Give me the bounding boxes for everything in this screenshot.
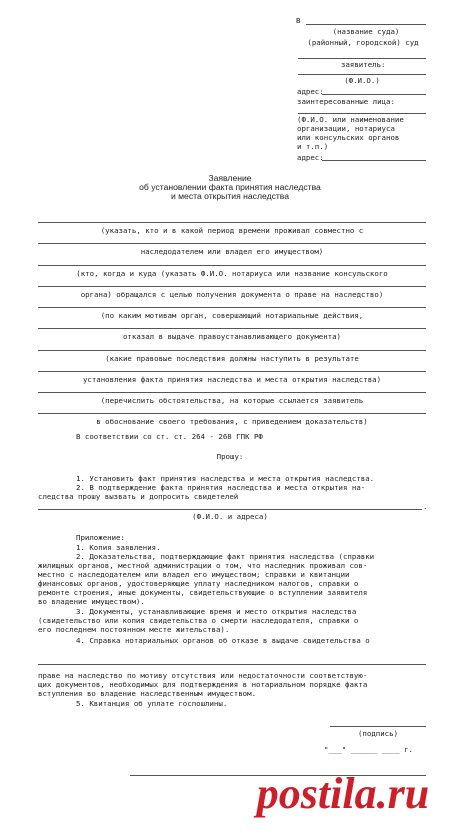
- document-title: Заявление: [208, 173, 252, 183]
- attachment-line: 5. Квитанция об уплате госпошлины.: [76, 699, 228, 708]
- attachment-line: вступления во владение наследственным имуществом.: [38, 689, 257, 698]
- hint-6: отказал в выдаче правоустанавливающего документа): [122, 332, 342, 341]
- attachment-line: щих документов, необходимых для подтверждения в нотариальном порядке факта: [38, 680, 368, 689]
- attachment-line: 1. Копия заявления.: [76, 543, 161, 552]
- court-name-line: [306, 24, 426, 25]
- attachment-line: 2. Доказательства, подтверждающие факт принятия наследства (справки: [76, 552, 375, 561]
- hint-1: (указать, кто и в какой период времени проживал совместно с: [100, 226, 364, 235]
- hint-9: (перечислить обстоятельства, на которые ссылается заявитель: [100, 396, 364, 405]
- witness-line-period: .: [423, 502, 428, 511]
- blank-line: [38, 350, 426, 351]
- org-caption-2: организации, нотариуса: [297, 124, 395, 133]
- blank-line: [38, 413, 426, 414]
- legal-basis: В соответствии со ст. ст. 264 - 268 ГПК РФ: [76, 432, 263, 441]
- request-heading: Прошу:: [216, 452, 244, 461]
- org-caption-3: или консульских органов: [297, 133, 400, 142]
- blank-line: [38, 392, 426, 393]
- hint-8: установления факта принятия наследства и места открытия наследства): [82, 375, 382, 384]
- applicant-line: [298, 74, 426, 75]
- prefix-v: В: [296, 16, 301, 25]
- attachment-line: жилищных органов, местной администрации о том, что наследник проживал сов-: [38, 561, 368, 570]
- attachments-heading: Приложение:: [76, 533, 125, 542]
- interested-line: [298, 113, 426, 114]
- blank-line: [298, 58, 426, 59]
- blank-line: [38, 328, 426, 329]
- signature-line: [330, 726, 426, 727]
- blank-line: [38, 222, 426, 223]
- attachment-line: его последнем постоянном месте жительства).: [38, 625, 230, 634]
- court-type-caption: (районный, городской) суд: [307, 38, 419, 47]
- interested-label: заинтересованные лица:: [297, 97, 395, 106]
- attachment-line: местно с наследодателем или владел его имуществом; справки и квитанции: [38, 570, 350, 579]
- interested-address-label: адрес:: [297, 153, 324, 162]
- postila-logo[interactable]: [232, 768, 454, 818]
- blank-line: [38, 243, 426, 244]
- hint-3: (кто, когда и куда (указать Ф.И.О. нотариуса или название консульского: [76, 269, 388, 278]
- applicant-label: заявитель:: [341, 60, 386, 69]
- signature-caption: (подпись): [357, 729, 399, 738]
- witness-line: [38, 509, 422, 510]
- org-caption-1: (Ф.И.О. или наименование: [297, 115, 404, 124]
- blank-line: [38, 286, 426, 287]
- org-caption-4: и т.п.): [297, 142, 329, 151]
- attachment-line: ремонте строения, иные документы, свидетельствующие о вступлении заявителя: [38, 588, 368, 597]
- blank-line: [38, 664, 426, 665]
- fio-caption: (Ф.И.О.): [344, 76, 380, 85]
- request-item-2a: 2. В подтверждение факта принятия наследства и места открытия на-: [76, 483, 366, 492]
- attachment-line: праве на наследство по мотиву отсутствия или недостаточности соответствую-: [38, 671, 368, 680]
- attachment-line: финансовых органов, удостоверяющие уплату наследником налогов, справки о: [38, 579, 359, 588]
- hint-2: наследодателем или владел его имуществом): [140, 247, 324, 256]
- hint-4: органа) обращался с целью получения документа о праве на наследство): [80, 290, 384, 299]
- request-item-1: 1. Установить факт принятия наследства и места открытия наследства.: [76, 474, 375, 483]
- blank-line: [38, 307, 426, 308]
- svg-text:postila.ru: postila.ru: [256, 769, 430, 818]
- hint-10: в обоснование своего требования, с приведением доказательств): [96, 417, 368, 426]
- request-item-2b: следства прошу вызвать и допросить свидетелей: [38, 492, 239, 501]
- hint-7: (какие правовые последствия должны наступить в результате: [105, 354, 359, 363]
- date-line: "___" ______ ____ г.: [324, 745, 413, 754]
- attachment-line: во владение имуществом).: [38, 597, 145, 606]
- applicant-address-line: [322, 94, 426, 95]
- attachment-line: (свидетельство или копия свидетельства о смерти наследодателя, справки о: [38, 616, 359, 625]
- blank-line: [38, 371, 426, 372]
- attachment-line: 3. Документы, устанавливающие время и место открытия наследства: [76, 607, 357, 616]
- applicant-address-label: адрес:: [297, 87, 324, 96]
- attachment-line: 4. Справка нотариальных органов об отказе в выдаче свидетельства о: [76, 636, 370, 645]
- hint-5: (по каким мотивам орган, совершающий нотариальные действия,: [100, 311, 364, 320]
- document-subtitle-2: и места открытия наследства: [170, 191, 290, 201]
- court-name-caption: (название суда): [332, 27, 400, 36]
- blank-line: [38, 265, 426, 266]
- witness-caption: (Ф.И.О. и адреса): [192, 512, 268, 521]
- interested-address-line: [322, 160, 426, 161]
- document-subtitle-1: об установлении факта принятия наследства: [139, 182, 321, 192]
